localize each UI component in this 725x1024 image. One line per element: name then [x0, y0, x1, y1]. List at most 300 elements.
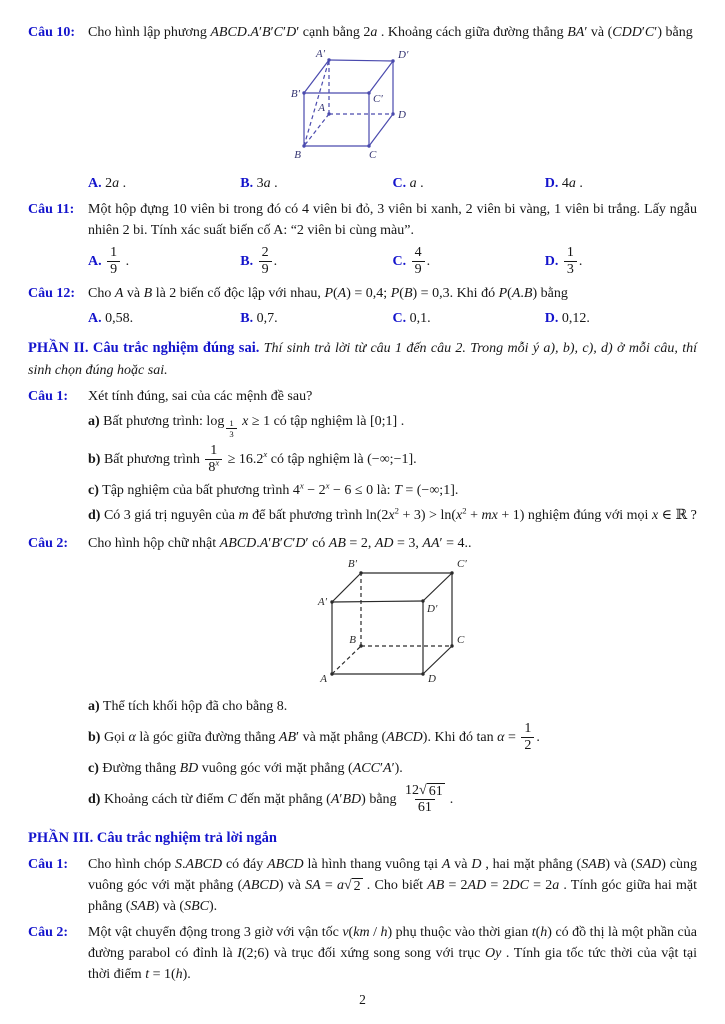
numerator [564, 245, 577, 261]
text-run: bằng [537, 286, 568, 302]
vertex-label: B′ [347, 557, 357, 570]
edge-line [332, 573, 361, 602]
question-cau-10 [28, 22, 697, 196]
question-text [88, 386, 697, 407]
vertex-label: A′ [317, 595, 327, 608]
text-run: . [449, 791, 454, 807]
math-text: I(2;6) [237, 946, 270, 962]
answer-options [88, 173, 697, 194]
edge-line [369, 114, 393, 146]
text-run: 2 [524, 737, 532, 753]
edge-line [369, 61, 393, 93]
text-run: và [123, 286, 144, 302]
text-run: . Khi đó tan [427, 729, 498, 745]
text-run: Thể tích khối hộp đã cho bằng 8. [99, 698, 288, 714]
question-cau-11 [28, 199, 697, 280]
vertex-dot [421, 599, 424, 602]
cube1-figure-wrap [285, 46, 697, 169]
text-run: ≥ 1 có tập nghiệm là [0;1] . [248, 413, 405, 429]
math-text: mx [481, 507, 498, 523]
text-run: = 2 [528, 878, 553, 894]
text-run: bằng [662, 25, 693, 40]
question-body [88, 22, 697, 196]
math-text: BA′ [567, 25, 588, 40]
answer-options [88, 245, 697, 278]
text-run: . [536, 729, 540, 745]
vertex-dot [450, 571, 453, 574]
math-text: t(h) [531, 925, 552, 941]
option-key: A. [88, 253, 102, 269]
text-run: . Tính gia tốc tức thời của vật tại thời điểm [88, 946, 697, 983]
text-run: . [426, 253, 431, 269]
math-text: a [336, 878, 344, 894]
text-run: là góc giữa đường thẳng [135, 729, 279, 745]
option-key: D. [544, 253, 559, 269]
text-run: 2 [353, 879, 361, 895]
denominator [521, 737, 534, 754]
text-run: Một vật chuyển động trong 3 giờ với vận tốc [88, 925, 343, 941]
math-text: ABCD [267, 857, 304, 873]
math-text: x [388, 507, 395, 523]
vertex-label: C [457, 633, 465, 646]
option-key: D. [544, 176, 559, 191]
option-key: D. [544, 311, 559, 327]
option-key: A. [88, 311, 102, 327]
text-run: = [320, 878, 337, 894]
answer-option-A [88, 308, 240, 329]
math-text: T [394, 482, 402, 498]
text-run: = 0,3. Khi đó [417, 286, 499, 302]
math-text: 2a [105, 176, 120, 191]
question-label: Câu 1: [28, 388, 69, 404]
math-text: BD [179, 761, 199, 777]
text-run: = 1( [149, 967, 176, 983]
denominator [107, 261, 120, 278]
question-label: Câu 11: [28, 202, 75, 217]
math-text: h [175, 967, 183, 983]
text-run: và [283, 878, 306, 894]
item-marker: d) [88, 791, 101, 807]
text-run: Tập nghiệm của bất phương trình 4 [98, 482, 300, 498]
item-marker: b) [88, 451, 101, 467]
superscript [215, 457, 219, 467]
text-run: 4 [414, 245, 422, 260]
text-run: 3 [566, 262, 574, 278]
square-root [419, 783, 445, 799]
cube1-figure [285, 46, 419, 164]
box2-figure [310, 557, 475, 687]
text-run: là hình thang vuông tại [303, 857, 442, 873]
fraction [412, 245, 425, 278]
text-run: 0,12. [561, 311, 590, 327]
math-text: ABCD.A′B′C′D′ [210, 25, 300, 40]
math-text: a [552, 878, 560, 894]
vertex-label: A [318, 102, 325, 114]
text-run: − 2 [303, 482, 326, 498]
denominator [205, 459, 222, 476]
math-text: x [242, 413, 249, 429]
vertex-dot [330, 672, 333, 675]
vertex-dot [391, 59, 394, 62]
numerator [521, 721, 534, 737]
text-run: đến mặt phẳng [236, 791, 327, 807]
math-text: ABCD.A′B′C′D′ [219, 535, 309, 551]
question-body [88, 533, 697, 821]
text-run: = (−∞;1]. [401, 482, 459, 498]
question-text [88, 854, 697, 917]
text-run: Bất phương trình: log [99, 413, 225, 429]
vertex-dot [391, 112, 394, 115]
question-text [88, 922, 697, 985]
text-run: = 2 [444, 878, 468, 894]
vertex-dot [367, 91, 370, 94]
math-text: (SBC) [179, 899, 214, 915]
statement-item [88, 721, 697, 754]
edge-line [332, 601, 423, 602]
math-text: AD [374, 535, 394, 551]
text-run: + [466, 507, 482, 523]
item-marker: c) [88, 482, 99, 498]
vertex-dot [359, 644, 362, 647]
hidden-edge-line [332, 646, 361, 674]
text-run: 8 [208, 459, 216, 475]
vertex-label: D′ [427, 602, 438, 615]
item-marker: d) [88, 507, 101, 523]
question-text [88, 199, 697, 241]
text-run: 0,1. [409, 311, 431, 327]
text-run: Khoảng cách từ điểm [100, 791, 228, 807]
section-title: PHẦN II. Câu trắc nghiệm đúng sai. [28, 340, 260, 357]
math-text: P(B) [390, 286, 418, 302]
math-text: (SAB) [576, 857, 610, 873]
vertex-label: A′ [315, 48, 325, 60]
question-body [88, 283, 697, 331]
text-run: Gọi [100, 729, 129, 745]
edge-line [304, 60, 329, 93]
option-key: C. [392, 176, 407, 191]
text-run: + 3) > ln( [398, 507, 456, 523]
math-text: AB [328, 535, 346, 551]
math-text: SA [305, 878, 321, 894]
hidden-edge-line [304, 114, 329, 146]
numerator [402, 783, 448, 799]
text-run: . [119, 176, 127, 191]
square-root [344, 878, 363, 894]
text-run: 0,7. [256, 311, 278, 327]
vertex-dot [450, 644, 453, 647]
math-text: α [497, 729, 505, 745]
question-text [88, 22, 697, 43]
answer-option-B [240, 245, 392, 278]
text-run: 1 [566, 245, 574, 260]
section-title: PHẦN III. Câu trắc nghiệm trả lời ngắn [28, 829, 277, 846]
exam-content [28, 22, 697, 987]
statement-item [88, 411, 697, 439]
fraction [402, 783, 448, 816]
question-p2-cau-2 [28, 533, 697, 821]
text-run: + 1) nghiệm đúng với mọi [497, 507, 652, 523]
math-text: 2 [394, 505, 399, 516]
answer-option-C [393, 245, 545, 278]
answer-option-C [393, 308, 545, 329]
text-run: và [450, 857, 472, 873]
vertex-dot [327, 58, 330, 61]
text-run: Xét tính đúng, sai của các mệnh đề sau? [88, 388, 313, 404]
text-run: = 4.. [442, 535, 472, 551]
question-p3-cau-2 [28, 922, 697, 987]
math-text: (ABCD) [381, 729, 428, 745]
vertex-label: D [428, 672, 436, 685]
text-run: 12 [405, 783, 420, 799]
question-text [88, 283, 697, 304]
text-run: 61 [417, 800, 432, 816]
statement-item [88, 505, 697, 526]
question-text [88, 533, 697, 554]
text-run: cạnh bằng [299, 25, 364, 40]
text-run: . [270, 176, 278, 191]
text-run: . [578, 253, 583, 269]
numerator [226, 418, 236, 428]
answer-option-A [88, 245, 240, 278]
text-run: . [399, 761, 403, 777]
text-run: để bất phương trình ln(2 [248, 507, 389, 523]
text-run: Cho [88, 286, 115, 302]
text-run: 9 [261, 262, 269, 278]
option-key: C. [392, 311, 407, 327]
denominator [415, 799, 435, 816]
text-run: , hai mặt phẳng [481, 857, 577, 873]
math-text: (CDD′C′) [607, 25, 662, 40]
text-run: 61 [428, 784, 443, 800]
math-text: x [215, 457, 220, 468]
math-text: 3a [256, 176, 271, 191]
denominator [259, 261, 272, 278]
text-run: 3 [229, 428, 234, 439]
vertex-dot [359, 571, 362, 574]
denominator [412, 261, 425, 278]
answer-option-D [545, 245, 697, 278]
text-run: ∈ ℝ ? [658, 507, 697, 523]
question-body [88, 199, 697, 280]
text-run: = 2 [486, 878, 510, 894]
math-text: (A′BD) [326, 791, 366, 807]
item-marker: c) [88, 761, 99, 777]
fraction [259, 245, 272, 278]
question-body [88, 854, 697, 919]
vertex-label: B [294, 149, 301, 161]
vertex-label: C′ [457, 557, 467, 570]
numerator [107, 245, 120, 261]
option-key: B. [240, 253, 254, 269]
vertex-dot [302, 91, 305, 94]
text-run: là 2 biến cố độc lập với nhau, [152, 286, 325, 302]
text-run: phụ thuộc vào thời gian [392, 925, 532, 941]
option-key: A. [88, 176, 102, 191]
vertex-dot [327, 112, 330, 115]
math-text: x [456, 507, 463, 523]
text-run: . Cho biết [362, 878, 428, 894]
edge-line [423, 646, 452, 674]
box2-figure-wrap [310, 557, 697, 692]
statement-item [88, 783, 697, 816]
text-run: − 6 ≤ 0 là: [329, 482, 395, 498]
math-text: α [128, 729, 136, 745]
text-run: bằng [365, 791, 401, 807]
text-run: 1 [524, 720, 532, 736]
question-p2-cau-1 [28, 386, 697, 530]
answer-option-D [545, 308, 697, 329]
radicand [352, 878, 363, 894]
text-run: . [575, 176, 583, 191]
math-text: Oy [484, 946, 502, 962]
math-text: S.ABCD [175, 857, 223, 873]
numerator [259, 245, 272, 261]
text-run: cùng vuông góc với mặt phẳng [88, 857, 698, 894]
text-run: Cho hình hộp chữ nhật [88, 535, 220, 551]
answer-options [88, 308, 697, 329]
answer-option-D [545, 173, 697, 194]
text-run: = 3, [393, 535, 423, 551]
fraction [521, 721, 534, 754]
math-text: x [325, 480, 330, 491]
text-run: có đồ thị là một phần của đường parabol có đỉnh là [88, 925, 697, 962]
text-run: Cho hình lập phương [88, 25, 211, 40]
text-run: 9 [414, 262, 422, 278]
vertex-dot [330, 600, 333, 603]
denominator [564, 261, 577, 278]
math-text: t [145, 967, 150, 983]
question-label: Câu 1: [28, 857, 69, 873]
math-text: v(km / h) [342, 925, 393, 941]
section-heading-phan-3 [28, 828, 697, 850]
question-body [88, 386, 697, 530]
item-marker: a) [88, 698, 100, 714]
vertex-dot [302, 144, 305, 147]
vertex-label: C′ [373, 93, 383, 105]
math-text: (ACC′A′) [348, 761, 400, 777]
section-heading-phan-2 [28, 338, 697, 381]
text-run: . Khoảng cách giữa đường thẳng [377, 25, 568, 40]
statement-item [88, 696, 697, 717]
vertex-label: B [349, 633, 356, 646]
math-text: P(A) [324, 286, 351, 302]
numerator [412, 245, 425, 261]
text-run: Cho hình chóp [88, 857, 175, 873]
math-text: AD [467, 878, 487, 894]
option-key: B. [240, 176, 254, 191]
text-run: 1 [229, 417, 234, 428]
answer-option-B [240, 173, 392, 194]
vertex-label: B′ [290, 88, 300, 100]
math-text: D [471, 857, 482, 873]
text-run: có [308, 535, 329, 551]
math-text: x [299, 480, 304, 491]
text-run: vuông góc với mặt phẳng [198, 761, 349, 777]
text-run: 0,58. [105, 311, 134, 327]
question-cau-12 [28, 283, 697, 331]
text-run: có đáy [222, 857, 268, 873]
math-text: AB′ [278, 729, 300, 745]
text-run: có tập nghiệm là (−∞;−1]. [267, 451, 417, 467]
text-run: . [122, 253, 130, 269]
page-number: 2 [359, 992, 366, 1007]
statement-item [88, 758, 697, 779]
text-run: . [416, 176, 424, 191]
math-text: A [114, 286, 124, 302]
math-text: x [651, 507, 659, 523]
radical-icon: √ [343, 878, 352, 894]
hidden-edge-line [304, 60, 329, 146]
item-marker: b) [88, 729, 101, 745]
math-text: 4a [561, 176, 576, 191]
text-run: và mặt phẳng [299, 729, 382, 745]
fraction [107, 245, 120, 278]
denominator [226, 428, 236, 439]
fraction [205, 443, 222, 476]
math-text: (SAB) [125, 899, 160, 915]
option-key: B. [240, 311, 254, 327]
math-text: 2 [462, 505, 467, 516]
vertex-label: C [369, 149, 377, 161]
section-note: Thí sinh trả lời từ câu 1 đến câu 2. Trong mỗi ý a), b), c), d) ở mỗi câu, thí sinh chọn đúng hoặc sai. [28, 341, 697, 378]
option-key: C. [392, 253, 407, 269]
text-run: . Tính góc giữa hai mặt phẳng [88, 878, 697, 915]
question-body [88, 922, 697, 987]
text-run: ≥ 16.2 [224, 451, 264, 467]
text-run: và [587, 25, 608, 40]
answer-option-A [88, 173, 240, 194]
statement-item [88, 443, 697, 476]
fraction [226, 418, 236, 439]
text-run: và [159, 899, 180, 915]
math-text: x [263, 448, 268, 459]
text-run: Có 3 giá trị nguyên của [100, 507, 239, 523]
vertex-label: D′ [398, 49, 409, 61]
question-label: Câu 2: [28, 925, 69, 941]
text-run: ). [182, 967, 191, 983]
math-text: (ABCD) [237, 878, 284, 894]
text-run: và trục đối xứng song song với trục [269, 946, 485, 962]
text-run: và [610, 857, 631, 873]
vertex-dot [421, 672, 424, 675]
text-run: . [273, 253, 278, 269]
math-text: B [143, 286, 153, 302]
vertex-label: A [320, 672, 327, 685]
math-text: a [409, 176, 417, 191]
vertex-label: D [398, 109, 406, 121]
text-run: Bất phương trình [100, 451, 204, 467]
question-label: Câu 10: [28, 25, 76, 40]
answer-option-C [393, 173, 545, 194]
question-label: Câu 2: [28, 535, 69, 551]
text-run: 9 [110, 262, 118, 278]
question-label: Câu 12: [28, 286, 76, 302]
math-text: AA′ [422, 535, 443, 551]
answer-option-B [240, 308, 392, 329]
vertex-dot [367, 144, 370, 147]
math-text: C [227, 791, 237, 807]
math-text: P(A.B) [498, 286, 538, 302]
math-text: A [441, 857, 451, 873]
text-run: = 0,4; [350, 286, 391, 302]
edge-line [329, 60, 393, 61]
text-run: 1 [210, 442, 218, 458]
text-run: Đường thẳng [98, 761, 180, 777]
math-text: (SAD) [630, 857, 666, 873]
question-p3-cau-1 [28, 854, 697, 919]
math-text: DC [509, 878, 529, 894]
text-run: = [504, 729, 520, 745]
